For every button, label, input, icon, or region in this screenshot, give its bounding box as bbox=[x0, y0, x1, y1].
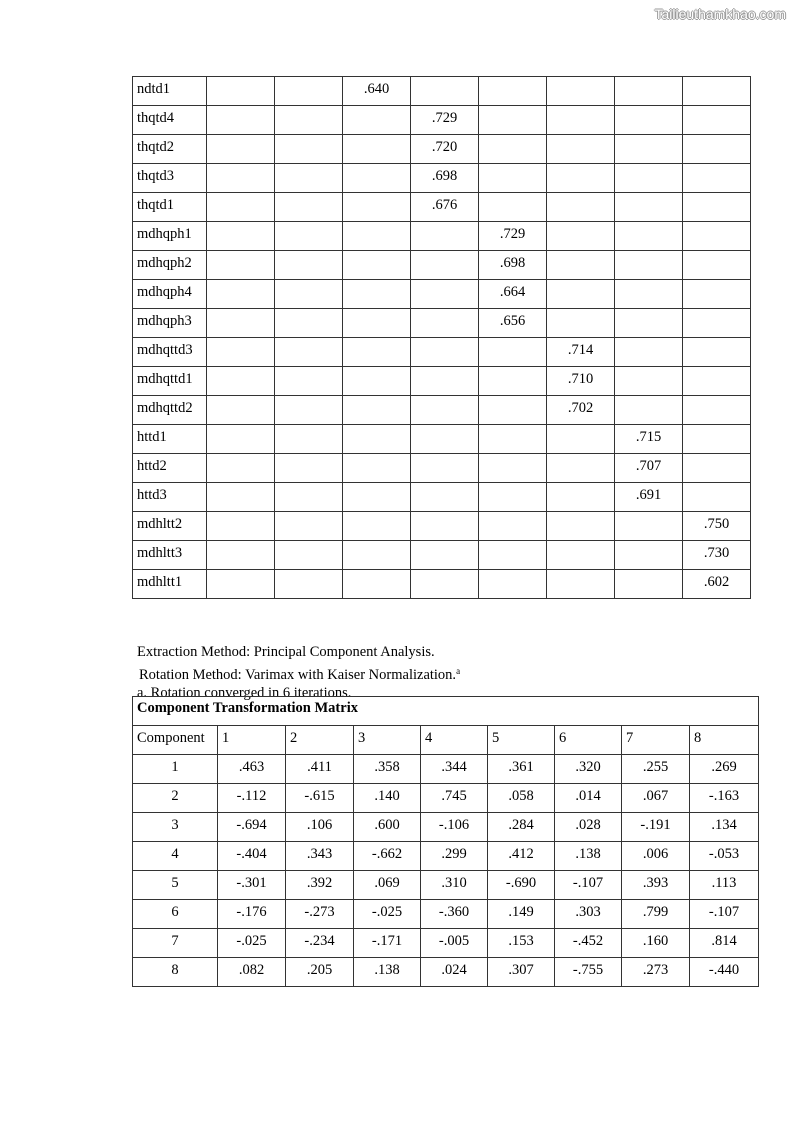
matrix-value: .814 bbox=[690, 929, 759, 958]
empty-cell bbox=[343, 570, 411, 599]
empty-cell bbox=[615, 367, 683, 396]
loading-value: .640 bbox=[343, 77, 411, 106]
empty-cell bbox=[343, 512, 411, 541]
loading-value: .710 bbox=[547, 367, 615, 396]
matrix-value: .303 bbox=[555, 900, 622, 929]
matrix-value: -.171 bbox=[354, 929, 421, 958]
item-label: thqtd1 bbox=[133, 193, 207, 222]
table-row bbox=[133, 813, 759, 842]
empty-cell bbox=[275, 570, 343, 599]
table-row bbox=[133, 106, 751, 135]
empty-cell bbox=[275, 541, 343, 570]
empty-cell bbox=[275, 251, 343, 280]
empty-cell bbox=[615, 135, 683, 164]
matrix-value: .149 bbox=[488, 900, 555, 929]
empty-cell bbox=[615, 77, 683, 106]
empty-cell bbox=[411, 222, 479, 251]
matrix-value: .358 bbox=[354, 755, 421, 784]
empty-cell bbox=[479, 570, 547, 599]
empty-cell bbox=[207, 570, 275, 599]
empty-cell bbox=[343, 251, 411, 280]
column-header: 5 bbox=[488, 726, 555, 755]
matrix-value: .058 bbox=[488, 784, 555, 813]
empty-cell bbox=[683, 106, 751, 135]
empty-cell bbox=[411, 541, 479, 570]
empty-cell bbox=[683, 280, 751, 309]
table-row bbox=[133, 929, 759, 958]
empty-cell bbox=[343, 193, 411, 222]
empty-cell bbox=[343, 309, 411, 338]
item-label: httd1 bbox=[133, 425, 207, 454]
empty-cell bbox=[343, 280, 411, 309]
column-header: 2 bbox=[286, 726, 354, 755]
empty-cell bbox=[547, 483, 615, 512]
empty-cell bbox=[275, 164, 343, 193]
empty-cell bbox=[275, 512, 343, 541]
item-label: mdhltt3 bbox=[133, 541, 207, 570]
matrix-value: .006 bbox=[622, 842, 690, 871]
component-transformation-matrix-table bbox=[132, 696, 759, 987]
matrix-value: .412 bbox=[488, 842, 555, 871]
empty-cell bbox=[207, 164, 275, 193]
matrix-value: .069 bbox=[354, 871, 421, 900]
item-label: mdhqph4 bbox=[133, 280, 207, 309]
table-row bbox=[133, 570, 751, 599]
matrix-value: .284 bbox=[488, 813, 555, 842]
matrix-value: .600 bbox=[354, 813, 421, 842]
empty-cell bbox=[275, 396, 343, 425]
item-label: httd3 bbox=[133, 483, 207, 512]
component-number: 4 bbox=[133, 842, 218, 871]
matrix-value: .153 bbox=[488, 929, 555, 958]
empty-cell bbox=[411, 77, 479, 106]
item-label: mdhqph1 bbox=[133, 222, 207, 251]
table-row bbox=[133, 483, 751, 512]
empty-cell bbox=[479, 135, 547, 164]
empty-cell bbox=[411, 396, 479, 425]
empty-cell bbox=[479, 541, 547, 570]
empty-cell bbox=[479, 106, 547, 135]
loading-value: .656 bbox=[479, 309, 547, 338]
matrix-title: Component Transformation Matrix bbox=[133, 697, 759, 726]
empty-cell bbox=[275, 367, 343, 396]
matrix-value: -.404 bbox=[218, 842, 286, 871]
matrix-value: .138 bbox=[354, 958, 421, 987]
component-number: 8 bbox=[133, 958, 218, 987]
matrix-value: .745 bbox=[421, 784, 488, 813]
matrix-value: -.360 bbox=[421, 900, 488, 929]
empty-cell bbox=[207, 280, 275, 309]
empty-cell bbox=[615, 164, 683, 193]
empty-cell bbox=[547, 164, 615, 193]
loading-value: .691 bbox=[615, 483, 683, 512]
empty-cell bbox=[411, 425, 479, 454]
loading-value: .720 bbox=[411, 135, 479, 164]
empty-cell bbox=[683, 483, 751, 512]
empty-cell bbox=[615, 106, 683, 135]
empty-cell bbox=[479, 483, 547, 512]
rotation-converged-note: a. Rotation converged in 6 iterations. bbox=[137, 685, 352, 701]
component-number: 2 bbox=[133, 784, 218, 813]
matrix-value: -.163 bbox=[690, 784, 759, 813]
matrix-value: .269 bbox=[690, 755, 759, 784]
empty-cell bbox=[683, 222, 751, 251]
rotation-method-note: Rotation Method: Varimax with Kaiser Normalization.$^a$ bbox=[139, 665, 461, 683]
matrix-value: -.694 bbox=[218, 813, 286, 842]
empty-cell bbox=[207, 135, 275, 164]
empty-cell bbox=[547, 77, 615, 106]
empty-cell bbox=[411, 570, 479, 599]
empty-cell bbox=[343, 396, 411, 425]
empty-cell bbox=[683, 367, 751, 396]
empty-cell bbox=[683, 164, 751, 193]
empty-cell bbox=[479, 338, 547, 367]
rotated-component-matrix-table bbox=[132, 76, 751, 599]
matrix-value: -.107 bbox=[690, 900, 759, 929]
table-row bbox=[133, 871, 759, 900]
empty-cell bbox=[411, 512, 479, 541]
matrix-value: -.176 bbox=[218, 900, 286, 929]
empty-cell bbox=[683, 338, 751, 367]
loading-value: .698 bbox=[479, 251, 547, 280]
matrix-value: -.662 bbox=[354, 842, 421, 871]
empty-cell bbox=[411, 483, 479, 512]
component-number: 1 bbox=[133, 755, 218, 784]
matrix-value: -.191 bbox=[622, 813, 690, 842]
empty-cell bbox=[207, 483, 275, 512]
empty-cell bbox=[683, 77, 751, 106]
loading-value: .750 bbox=[683, 512, 751, 541]
table-row bbox=[133, 900, 759, 929]
matrix-value: .014 bbox=[555, 784, 622, 813]
item-label: httd2 bbox=[133, 454, 207, 483]
empty-cell bbox=[343, 338, 411, 367]
item-label: thqtd3 bbox=[133, 164, 207, 193]
empty-cell bbox=[547, 570, 615, 599]
item-label: mdhqttd1 bbox=[133, 367, 207, 396]
watermark: Tailieuthamkhao.com bbox=[654, 6, 786, 22]
empty-cell bbox=[547, 309, 615, 338]
empty-cell bbox=[343, 454, 411, 483]
component-number: 6 bbox=[133, 900, 218, 929]
table-row bbox=[133, 309, 751, 338]
matrix-value: .320 bbox=[555, 755, 622, 784]
empty-cell bbox=[547, 280, 615, 309]
table-row bbox=[133, 454, 751, 483]
empty-cell bbox=[615, 338, 683, 367]
loading-value: .702 bbox=[547, 396, 615, 425]
matrix-value: -.273 bbox=[286, 900, 354, 929]
matrix-value: -.755 bbox=[555, 958, 622, 987]
matrix-value: .344 bbox=[421, 755, 488, 784]
component-header: Component bbox=[133, 726, 218, 755]
table-row bbox=[133, 755, 759, 784]
empty-cell bbox=[615, 251, 683, 280]
empty-cell bbox=[275, 106, 343, 135]
table-row bbox=[133, 222, 751, 251]
table-notes bbox=[137, 643, 460, 703]
empty-cell bbox=[683, 193, 751, 222]
empty-cell bbox=[275, 454, 343, 483]
matrix-value: -.615 bbox=[286, 784, 354, 813]
matrix-value: -.053 bbox=[690, 842, 759, 871]
table-row bbox=[133, 280, 751, 309]
component-number: 5 bbox=[133, 871, 218, 900]
empty-cell bbox=[207, 367, 275, 396]
matrix-value: .392 bbox=[286, 871, 354, 900]
empty-cell bbox=[479, 396, 547, 425]
matrix-value: .307 bbox=[488, 958, 555, 987]
header-row bbox=[133, 726, 759, 755]
matrix-value: .106 bbox=[286, 813, 354, 842]
empty-cell bbox=[547, 541, 615, 570]
table-row bbox=[133, 784, 759, 813]
empty-cell bbox=[343, 367, 411, 396]
loading-value: .714 bbox=[547, 338, 615, 367]
empty-cell bbox=[683, 396, 751, 425]
empty-cell bbox=[683, 251, 751, 280]
empty-cell bbox=[547, 251, 615, 280]
empty-cell bbox=[207, 396, 275, 425]
empty-cell bbox=[479, 77, 547, 106]
matrix-value: .343 bbox=[286, 842, 354, 871]
table-row bbox=[133, 367, 751, 396]
empty-cell bbox=[207, 106, 275, 135]
empty-cell bbox=[343, 222, 411, 251]
table-row bbox=[133, 396, 751, 425]
empty-cell bbox=[343, 483, 411, 512]
empty-cell bbox=[547, 425, 615, 454]
matrix-value: .411 bbox=[286, 755, 354, 784]
empty-cell bbox=[547, 193, 615, 222]
matrix-value: .299 bbox=[421, 842, 488, 871]
table-row bbox=[133, 77, 751, 106]
empty-cell bbox=[411, 454, 479, 483]
empty-cell bbox=[615, 193, 683, 222]
empty-cell bbox=[275, 193, 343, 222]
table-row bbox=[133, 338, 751, 367]
loading-value: .729 bbox=[479, 222, 547, 251]
loading-value: .602 bbox=[683, 570, 751, 599]
loading-value: .729 bbox=[411, 106, 479, 135]
loading-value: .707 bbox=[615, 454, 683, 483]
item-label: thqtd2 bbox=[133, 135, 207, 164]
empty-cell bbox=[275, 425, 343, 454]
empty-cell bbox=[479, 164, 547, 193]
matrix-value: -.301 bbox=[218, 871, 286, 900]
empty-cell bbox=[343, 541, 411, 570]
empty-cell bbox=[411, 309, 479, 338]
table-row bbox=[133, 958, 759, 987]
item-label: thqtd4 bbox=[133, 106, 207, 135]
matrix-value: .082 bbox=[218, 958, 286, 987]
item-label: mdhqttd3 bbox=[133, 338, 207, 367]
empty-cell bbox=[479, 425, 547, 454]
empty-cell bbox=[207, 541, 275, 570]
empty-cell bbox=[615, 541, 683, 570]
table-row bbox=[133, 425, 751, 454]
empty-cell bbox=[547, 222, 615, 251]
loading-value: .715 bbox=[615, 425, 683, 454]
empty-cell bbox=[343, 106, 411, 135]
matrix-value: .024 bbox=[421, 958, 488, 987]
empty-cell bbox=[479, 512, 547, 541]
matrix-value: -.106 bbox=[421, 813, 488, 842]
loading-value: .698 bbox=[411, 164, 479, 193]
empty-cell bbox=[207, 454, 275, 483]
matrix-value: .205 bbox=[286, 958, 354, 987]
column-header: 3 bbox=[354, 726, 421, 755]
table-row bbox=[133, 193, 751, 222]
matrix-value: .067 bbox=[622, 784, 690, 813]
matrix-value: .361 bbox=[488, 755, 555, 784]
column-header: 4 bbox=[421, 726, 488, 755]
empty-cell bbox=[207, 251, 275, 280]
matrix-value: .113 bbox=[690, 871, 759, 900]
matrix-value: .138 bbox=[555, 842, 622, 871]
empty-cell bbox=[411, 338, 479, 367]
empty-cell bbox=[275, 77, 343, 106]
empty-cell bbox=[275, 135, 343, 164]
item-label: mdhltt1 bbox=[133, 570, 207, 599]
matrix-value: .028 bbox=[555, 813, 622, 842]
empty-cell bbox=[207, 222, 275, 251]
matrix-value: .310 bbox=[421, 871, 488, 900]
item-label: mdhqph3 bbox=[133, 309, 207, 338]
empty-cell bbox=[683, 454, 751, 483]
matrix-value: .273 bbox=[622, 958, 690, 987]
empty-cell bbox=[207, 77, 275, 106]
loading-value: .730 bbox=[683, 541, 751, 570]
item-label: mdhqttd2 bbox=[133, 396, 207, 425]
matrix-value: -.112 bbox=[218, 784, 286, 813]
column-header: 8 bbox=[690, 726, 759, 755]
column-header: 6 bbox=[555, 726, 622, 755]
empty-cell bbox=[683, 309, 751, 338]
footnote-marker: a bbox=[456, 665, 461, 676]
matrix-value: .463 bbox=[218, 755, 286, 784]
matrix-value: .255 bbox=[622, 755, 690, 784]
matrix-value: .134 bbox=[690, 813, 759, 842]
table-row bbox=[133, 842, 759, 871]
empty-cell bbox=[683, 425, 751, 454]
component-number: 7 bbox=[133, 929, 218, 958]
matrix-value: -.440 bbox=[690, 958, 759, 987]
empty-cell bbox=[411, 367, 479, 396]
column-header: 7 bbox=[622, 726, 690, 755]
loading-value: .676 bbox=[411, 193, 479, 222]
empty-cell bbox=[479, 367, 547, 396]
empty-cell bbox=[615, 396, 683, 425]
empty-cell bbox=[615, 280, 683, 309]
matrix-value: -.107 bbox=[555, 871, 622, 900]
empty-cell bbox=[479, 454, 547, 483]
empty-cell bbox=[275, 280, 343, 309]
item-label: mdhltt2 bbox=[133, 512, 207, 541]
matrix-value: -.234 bbox=[286, 929, 354, 958]
empty-cell bbox=[207, 425, 275, 454]
empty-cell bbox=[275, 309, 343, 338]
matrix-value: -.025 bbox=[218, 929, 286, 958]
empty-cell bbox=[479, 193, 547, 222]
matrix-value: .393 bbox=[622, 871, 690, 900]
empty-cell bbox=[207, 338, 275, 367]
column-header: 1 bbox=[218, 726, 286, 755]
loading-value: .664 bbox=[479, 280, 547, 309]
empty-cell bbox=[615, 512, 683, 541]
empty-cell bbox=[207, 193, 275, 222]
empty-cell bbox=[343, 164, 411, 193]
item-label: mdhqph2 bbox=[133, 251, 207, 280]
table-row bbox=[133, 512, 751, 541]
empty-cell bbox=[547, 135, 615, 164]
empty-cell bbox=[547, 106, 615, 135]
empty-cell bbox=[343, 425, 411, 454]
matrix-value: .799 bbox=[622, 900, 690, 929]
table-row bbox=[133, 135, 751, 164]
table-row bbox=[133, 251, 751, 280]
matrix-value: .160 bbox=[622, 929, 690, 958]
matrix-value: -.452 bbox=[555, 929, 622, 958]
component-number: 3 bbox=[133, 813, 218, 842]
empty-cell bbox=[615, 222, 683, 251]
item-label: ndtd1 bbox=[133, 77, 207, 106]
empty-cell bbox=[207, 512, 275, 541]
empty-cell bbox=[343, 135, 411, 164]
matrix-value: -.025 bbox=[354, 900, 421, 929]
empty-cell bbox=[275, 338, 343, 367]
empty-cell bbox=[411, 280, 479, 309]
empty-cell bbox=[275, 222, 343, 251]
table-row bbox=[133, 164, 751, 193]
empty-cell bbox=[683, 135, 751, 164]
extraction-method-note: Extraction Method: Principal Component Analysis. bbox=[137, 644, 435, 660]
matrix-value: .140 bbox=[354, 784, 421, 813]
empty-cell bbox=[615, 309, 683, 338]
empty-cell bbox=[411, 251, 479, 280]
empty-cell bbox=[615, 570, 683, 599]
empty-cell bbox=[547, 454, 615, 483]
empty-cell bbox=[547, 512, 615, 541]
empty-cell bbox=[275, 483, 343, 512]
matrix-value: -.005 bbox=[421, 929, 488, 958]
matrix-value: -.690 bbox=[488, 871, 555, 900]
empty-cell bbox=[207, 309, 275, 338]
table-row bbox=[133, 541, 751, 570]
